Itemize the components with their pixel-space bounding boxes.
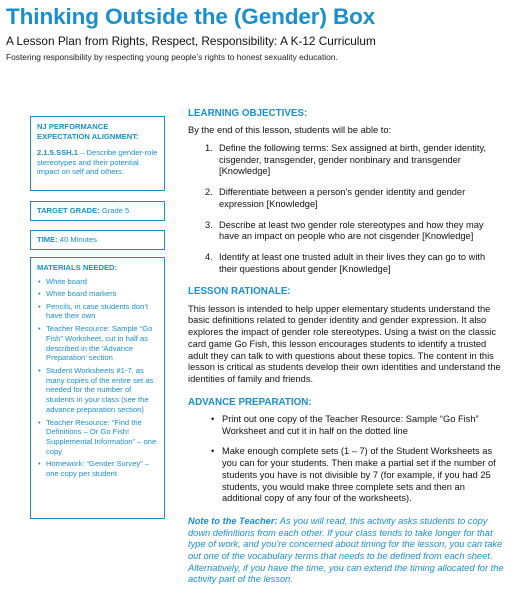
materials-item: • Teacher Resource: “Find the Definitions – Or Go Fish! Supplemental Information” – one copy [37, 418, 158, 457]
preparation-item: • Print out one copy of the Teacher Resource: Sample “Go Fish” Worksheet and cut it in half on the dotted line [211, 413, 479, 436]
main-content [188, 108, 504, 586]
target-grade-label: TARGET GRADE: [37, 206, 100, 215]
materials-item: • White board [37, 277, 158, 287]
lesson-tagline: Fostering responsibility by respecting young people’s rights to honest sexuality education. [6, 52, 338, 62]
time-label: TIME: [37, 235, 58, 244]
rationale-heading: LESSON RATIONALE: [188, 286, 291, 298]
objective-text: Describe at least two gender role stereotypes and how they may have an impact on people who are not cisgender [Knowledge] [219, 219, 484, 242]
materials-list [37, 277, 158, 479]
objective-number: 1. [205, 143, 213, 154]
target-grade-box [30, 201, 165, 221]
materials-item: • Pencils, in case students don’t have their own [37, 302, 158, 322]
lesson-title: Thinking Outside the (Gender) Box [6, 4, 376, 29]
preparation-list [188, 414, 504, 505]
rationale-text: This lesson is intended to help upper elementary students understand the basic definitions related to gender identity and gender expression. It also explores the impact of gender role stereotypes. Using a twist on the classic card game Go Fish, this lesson encourages students to identify a trusted adult they can talk to with questions about these topics. The content in this lesson is critical as students develop their own identities and understand the identities of family and friends. [188, 303, 501, 384]
teacher-note-text: As you will read, this activity asks students to copy down definitions from each other. If your class tends to take longer for that type of work, and you’re concerned about timing for the lesson, you can take out one of the vocabulary terms that needs to be defined from each sheet. Alternatively, if you have the time, you can extend the timing allocated for the activity part of the lesson. [188, 515, 504, 585]
time-box [30, 230, 165, 250]
objective-item [188, 252, 504, 275]
materials-item: • White board markers [37, 289, 158, 299]
objective-number: 2. [205, 187, 213, 198]
materials-item: • Student Worksheets #1-7, as many copies of the entire set as needed for the number of students in your class (see the advance preparation section) [37, 366, 158, 415]
time-value: 40 Minutes [57, 235, 97, 244]
teacher-note-label: Note to the Teacher: [188, 515, 278, 526]
objective-text: Define the following terms: Sex assigned at birth, gender identity, cisgender, transgender, gender nonbinary and transgender [Knowledge] [219, 143, 486, 177]
preparation-text: Make enough complete sets (1 – 7) of the Student Worksheets as you can for your students. Then make a partial set if the number of students you have is not divisible by 7 (for example, if you had 25 students, you would make three complete sets and then an additional copy of any four of the worksheets). [222, 446, 496, 504]
objective-number: 4. [205, 251, 213, 262]
nj-alignment-label: NJ PERFORMANCE EXPECTATION ALIGNMENT: [37, 122, 139, 141]
nj-standard-code: 2.1.5.SSH.1 [37, 147, 78, 157]
preparation-heading: ADVANCE PREPARATION: [188, 396, 312, 408]
materials-item: • Teacher Resource: Sample “Go Fish” Worksheet, cut in half as described in the ‘Advance Preparation’ section [37, 324, 158, 363]
objective-item [188, 220, 504, 243]
objective-item [188, 143, 504, 178]
objective-number: 3. [205, 219, 213, 230]
nj-alignment-box [30, 116, 165, 191]
lesson-subtitle: A Lesson Plan from Rights, Respect, Responsibility: A K-12 Curriculum [6, 34, 376, 48]
materials-item: • Homework: “Gender Survey” – one copy per student [37, 459, 158, 479]
materials-label: MATERIALS NEEDED: [37, 263, 118, 272]
objectives-heading: LEARNING OBJECTIVES: [188, 108, 308, 119]
objectives-list [188, 143, 504, 275]
objective-text: Differentiate between a person’s gender identity and gender expression [Knowledge] [219, 187, 466, 209]
nj-alignment-text [37, 148, 158, 178]
nj-standard-description: – Describe gender-role stereotypes and their potential impact on self and others. [37, 147, 158, 177]
objective-text: Identify at least one trusted adult in their lives they can go to with their questions about gender [Knowledge] [219, 251, 486, 274]
materials-box [30, 257, 165, 519]
target-grade-value: Grade 5 [99, 206, 130, 215]
objective-item [188, 187, 504, 210]
preparation-text: Print out one copy of the Teacher Resource: Sample “Go Fish” Worksheet and cut it in half on the dotted line [222, 413, 479, 436]
objectives-intro: By the end of this lesson, students will be able to: [188, 125, 392, 136]
preparation-item: • Make enough complete sets (1 – 7) of the Student Worksheets as you can for your students. Then make a partial set if the number of students you have is not divisible by 7 (for example, if you had 25 students, you would make three complete sets and then an additional copy of any four of the worksheets). [211, 446, 496, 504]
teacher-note [188, 516, 504, 586]
